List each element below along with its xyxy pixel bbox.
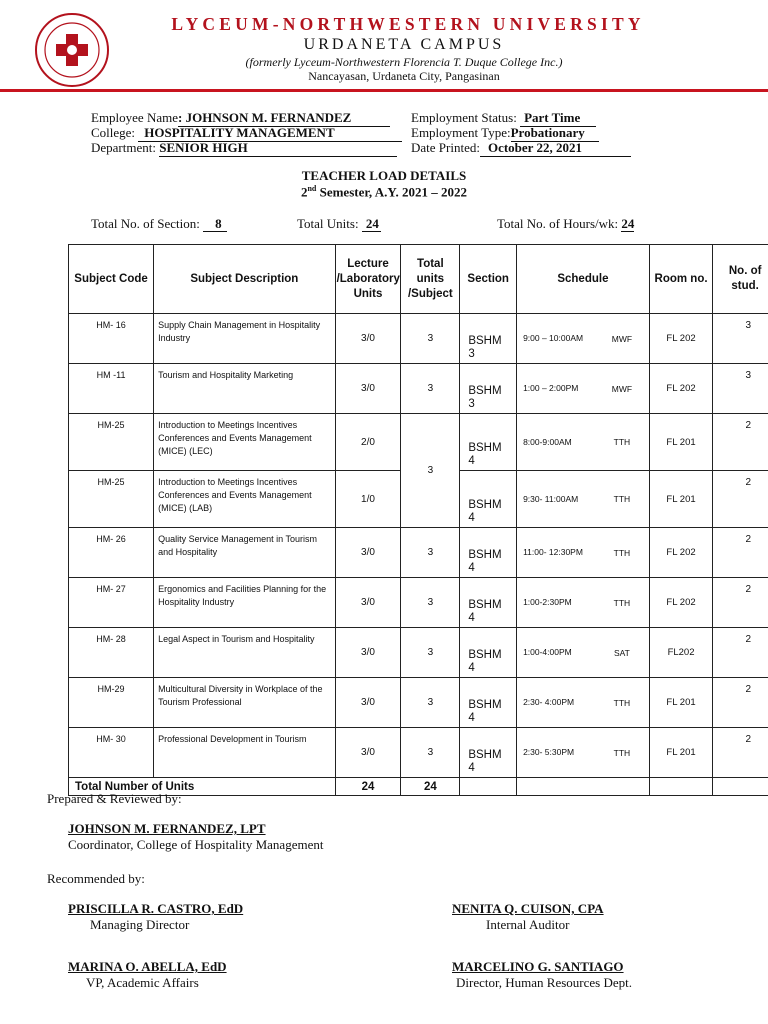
room-number [649,471,713,528]
col-header: Total units /Subject [401,245,460,314]
schedule-time: 2:30- 4:00PM [523,697,575,707]
lecture-lab-units-text: 3/0 [361,647,375,658]
date-value: October 22, 2021 [480,140,631,157]
signer-block [452,959,632,991]
document-title: TEACHER LOAD DETAILS [301,168,467,183]
subject-description [154,471,336,528]
subject-code [69,471,154,528]
student-count-text: 3 [745,320,751,331]
total-units [401,578,460,628]
schedule-time: 11:00- 12:30PM [523,547,583,557]
status-label: Employment Status: [411,110,517,125]
subject-code [69,628,154,678]
student-count-text: 2 [745,734,751,745]
schedule-days: TTH [613,547,631,558]
subject-description [154,314,336,364]
subject-code [69,364,154,414]
section [460,364,517,414]
room-number [649,528,713,578]
schedule-days: TTH [613,494,631,504]
signer-title: Managing Director [90,917,190,932]
date-line [411,140,631,157]
schedule [517,678,650,728]
total-units [401,528,460,578]
schedule-time: 1:00 – 2:00PM [523,383,579,393]
student-count [713,578,768,628]
subject-code-text: HM- 26 [96,534,126,544]
section-text: BSHM 4 [468,599,502,624]
subject-code-text: HM-25 [97,420,125,430]
total-units-text: 3 [427,383,434,394]
col-header: Room no. [649,245,713,314]
schedule-days: TTH [613,597,631,608]
subject-code [69,728,154,778]
subject-description-text: Ergonomics and Facilities Planning for the Hospitality Industry [158,584,327,607]
subject-description-text: Legal Aspect in Tourism and Hospitality [158,634,315,644]
subject-code-text: HM-29 [97,684,125,694]
footer-units-total: 24 [401,778,460,796]
schedule-days: TTH [613,747,631,758]
subject-code [69,678,154,728]
room-number [649,728,713,778]
subject-description [154,678,336,728]
lecture-lab-units-text: 2/0 [361,436,375,448]
section [460,678,517,728]
lecture-lab-units [335,628,401,678]
recommended-label: Recommended by: [47,871,145,886]
col-header: Section [460,245,517,314]
lecture-lab-units [335,471,401,528]
signer-block [68,959,227,991]
lecture-lab-units [335,678,401,728]
student-count [713,728,768,778]
total-units [401,728,460,778]
schedule [517,364,650,414]
total-units [401,364,460,414]
student-count-text: 3 [745,370,751,381]
room-number-text: FL 202 [666,597,696,608]
room-number [649,414,713,471]
lecture-lab-units-text: 3/0 [361,747,375,758]
table-row [69,728,768,778]
subject-description [154,414,336,471]
section [460,578,517,628]
section-text: BSHM 3 [468,335,502,360]
section-text: BSHM 4 [468,442,502,467]
lecture-lab-units-text: 3/0 [361,597,375,608]
total-units-text: 3 [427,333,434,344]
subject-description-text: Quality Service Management in Tourism and Hospitality [158,534,317,557]
schedule [517,528,650,578]
schedule [517,314,650,364]
student-count [713,364,768,414]
signer-title: Internal Auditor [486,917,570,932]
subject-code [69,414,154,471]
total-units [401,628,460,678]
lecture-lab-units-text: 1/0 [361,493,375,505]
signer-block [68,901,243,933]
type-value: Probationary [511,125,599,142]
department-line [91,140,397,157]
type-label: Employment Type: [411,125,511,140]
room-number [649,628,713,678]
employee-name-value: : JOHNSON M. FERNANDEZ [178,110,390,127]
subject-description-text: Professional Development in Tourism [158,734,307,744]
lecture-lab-units [335,364,401,414]
room-number-text: FL 202 [666,383,696,394]
schedule-time: 8:00-9:00AM [523,436,572,447]
section [460,414,517,471]
subject-description [154,364,336,414]
prepared-label: Prepared & Reviewed by: [47,791,182,806]
schedule-days: MWF [611,383,633,394]
total-units-text: 3 [427,547,434,558]
subject-code [69,578,154,628]
signer-title: Director, Human Resources Dept. [456,975,633,990]
student-count-text: 2 [745,584,751,595]
subject-code [69,314,154,364]
signer-block [452,901,604,933]
university-name: LYCEUM-NORTHWESTERN UNIVERSITY [171,14,645,34]
table-body [69,314,768,778]
table-header-row [69,245,768,314]
total-units [401,414,460,528]
schedule [517,628,650,678]
student-count [713,528,768,578]
lecture-lab-units [335,728,401,778]
subject-description [154,628,336,678]
student-count [713,414,768,471]
signer-title: VP, Academic Affairs [86,975,199,990]
subject-code-text: HM- 30 [96,734,126,744]
lecture-lab-units-text: 3/0 [361,697,375,708]
table-row [69,678,768,728]
subject-description-text: Multicultural Diversity in Workplace of the Tourism Professional [158,684,323,707]
lecture-lab-units [335,414,401,471]
total-units-text: 3 [427,647,434,658]
student-count-text: 2 [745,420,751,431]
col-header: Schedule [517,245,650,314]
schedule-time: 1:00-4:00PM [523,647,572,657]
table-row [69,528,768,578]
section [460,528,517,578]
subject-description-text: Introduction to Meetings Incentives Conferences and Events Management (MICE) (LEC) [158,420,312,456]
signer-name: PRISCILLA R. CASTRO, EdD [68,901,244,916]
lecture-lab-units [335,578,401,628]
table-row [69,578,768,628]
schedule [517,471,650,528]
college-label: College: [91,125,136,140]
semester-line: 2nd Semester, A.Y. 2021 – 2022 [300,184,468,200]
table-row [69,364,768,414]
preparer-title: Coordinator, College of Hospitality Management [68,837,324,852]
schedule-time: 9:00 – 10:00AM [523,333,584,343]
section [460,728,517,778]
total-sections: Total No. of Section: 8 [91,216,227,232]
room-number-text: FL 202 [666,547,696,558]
preparer-block [68,821,323,853]
section [460,628,517,678]
student-count-text: 2 [745,477,751,488]
section [460,314,517,364]
subject-description [154,728,336,778]
total-units [401,678,460,728]
employee-name-label: Employee Name [91,110,178,125]
college-value: HOSPITALITY MANAGEMENT [138,125,402,142]
room-number [649,364,713,414]
status-value: Part Time [520,110,596,127]
room-number [649,314,713,364]
subject-code-text: HM- 16 [96,320,126,330]
total-units-text: 3 [427,697,434,708]
student-count [713,628,768,678]
preparer-name: JOHNSON M. FERNANDEZ, LPT [68,821,266,836]
schedule-days: TTH [613,437,631,447]
subject-code [69,528,154,578]
footer-lec-total: 24 [335,778,401,796]
subject-description [154,528,336,578]
date-label: Date Printed: [411,140,480,155]
total-units-text: 3 [427,597,434,608]
total-units-text: 3 [427,465,434,476]
subject-code-text: HM- 28 [96,634,126,644]
col-header: No. of stud. [713,245,768,314]
schedule [517,578,650,628]
lecture-lab-units [335,528,401,578]
table-row [69,314,768,364]
campus-name: URDANETA CAMPUS [303,36,505,53]
department-value: SENIOR HIGH [159,140,397,157]
section-text: BSHM 4 [468,499,502,524]
subject-description-text: Introduction to Meetings Incentives Conferences and Events Management (MICE) (LAB) [158,477,312,513]
table-row [69,414,768,471]
section-text: BSHM 4 [468,699,502,724]
student-count-text: 2 [745,684,751,695]
teacher-load-table [68,244,768,796]
col-header: Subject Code [69,245,154,314]
subject-code-text: HM -11 [96,370,126,380]
subject-code-text: HM-25 [97,477,125,487]
student-count-text: 2 [745,634,751,645]
room-number-text: FL202 [667,647,695,658]
room-number-text: FL 201 [666,493,696,505]
student-count-text: 2 [745,534,751,545]
subject-code-text: HM- 27 [96,584,126,594]
subject-description-text: Supply Chain Management in Hospitality Industry [158,320,321,343]
schedule-days: SAT [613,647,630,658]
subject-description-text: Tourism and Hospitality Marketing [158,370,294,380]
room-number-text: FL 201 [666,747,696,758]
former-name: (formerly Lyceum-Northwestern Florencia T. Duque College Inc.) [245,55,563,69]
schedule-time: 1:00-2:30PM [523,597,572,607]
lecture-lab-units-text: 3/0 [361,547,375,558]
total-hours: Total No. of Hours/wk: 24 [497,216,635,231]
signer-name: MARCELINO G. SANTIAGO [452,959,624,974]
total-units-text: 3 [427,747,434,758]
section-text: BSHM 4 [468,549,502,574]
section-text: BSHM 4 [468,649,502,674]
schedule-days: MWF [611,333,633,344]
department-label: Department: [91,140,156,155]
schedule [517,414,650,471]
footer-label: Total Number of Units [69,778,336,796]
room-number-text: FL 201 [666,436,696,448]
section-text: BSHM 3 [468,385,502,410]
subject-description [154,578,336,628]
section [460,471,517,528]
address: Nancayasan, Urdaneta City, Pangasinan [308,69,500,83]
schedule-days: TTH [613,697,631,708]
room-number [649,578,713,628]
col-header: Lecture /Laboratory Units [335,245,401,314]
room-number-text: FL 201 [666,697,696,708]
table-row [69,628,768,678]
lecture-lab-units-text: 3/0 [361,333,375,344]
student-count [713,471,768,528]
room-number-text: FL 202 [666,333,696,344]
section-text: BSHM 4 [468,749,502,774]
total-units: Total Units: 24 [297,216,379,231]
room-number [649,678,713,728]
header-divider [0,89,768,92]
lecture-lab-units-text: 3/0 [361,383,375,394]
lecture-lab-units [335,314,401,364]
signer-name: NENITA Q. CUISON, CPA [452,901,604,916]
student-count [713,678,768,728]
schedule-time: 2:30- 5:30PM [523,747,575,757]
student-count [713,314,768,364]
schedule-time: 9:30- 11:00AM [523,493,579,504]
total-units [401,314,460,364]
schedule [517,728,650,778]
signer-name: MARINA O. ABELLA, EdD [68,959,227,974]
col-header: Subject Description [154,245,336,314]
